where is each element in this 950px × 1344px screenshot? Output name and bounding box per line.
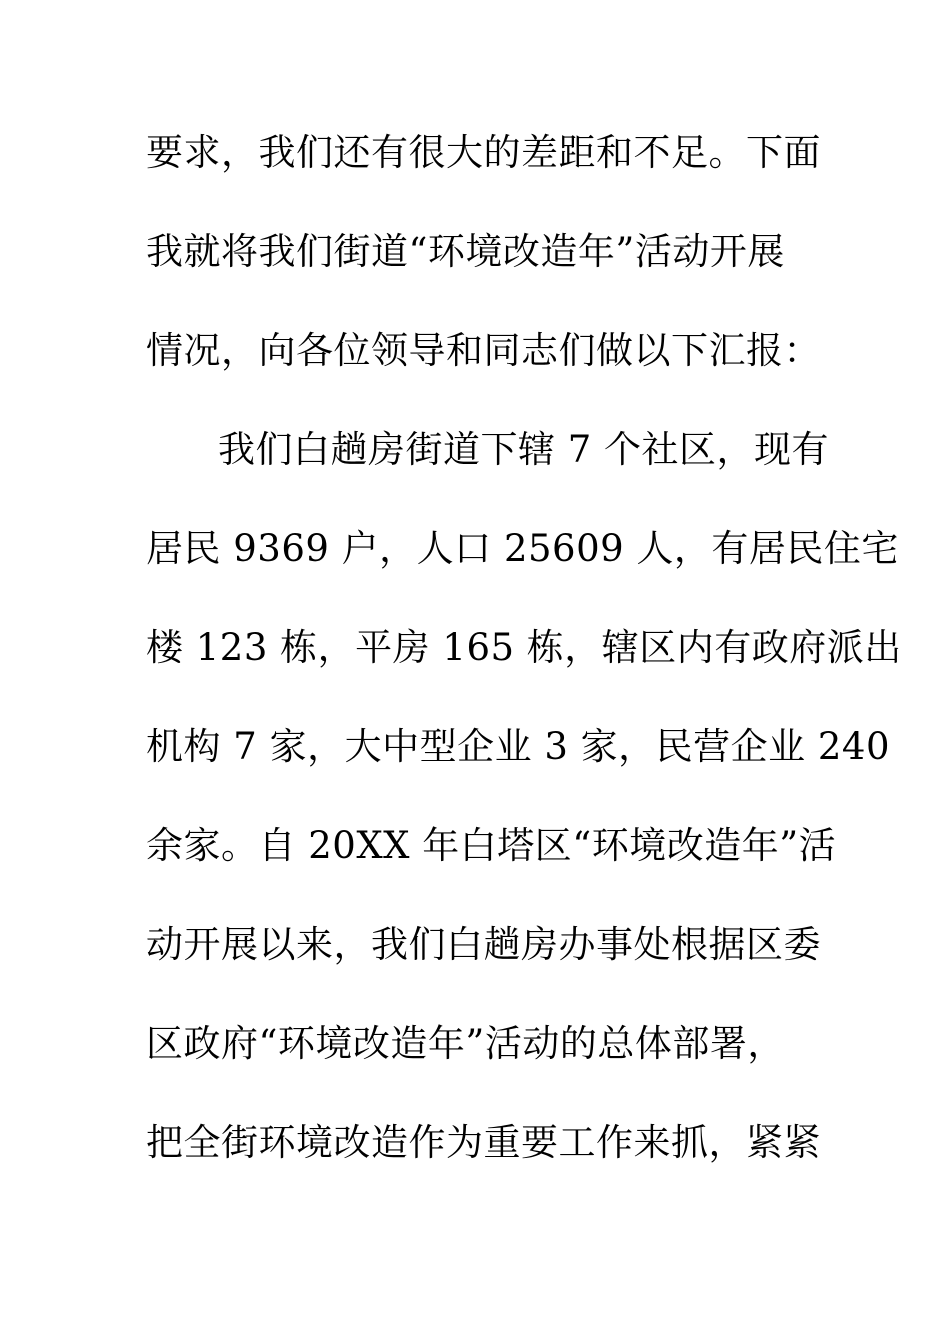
text-line: 要求，我们还有很大的差距和不足。下面 bbox=[146, 131, 821, 174]
text-line: 居民 9369 户，人口 25609 人，有居民住宅 bbox=[146, 527, 899, 570]
text-line: 区政府“环境改造年”活动的总体部署， bbox=[146, 1022, 785, 1065]
text-line: 我就将我们街道“环境改造年”活动开展 bbox=[146, 230, 785, 273]
text-line: 把全街环境改造作为重要工作来抓，紧紧 bbox=[146, 1121, 821, 1164]
text-line: 机构 7 家，大中型企业 3 家，民营企业 240 bbox=[146, 725, 891, 768]
text-line: 情况，向各位领导和同志们做以下汇报： bbox=[146, 329, 821, 372]
paragraph-first-line: 我们白趟房街道下辖 7 个社区，现有 bbox=[218, 428, 830, 471]
text-line: 余家。自 20XX 年白塔区“环境改造年”活 bbox=[146, 824, 837, 867]
text-line: 楼 123 栋，平房 165 栋，辖区内有政府派出 bbox=[146, 626, 902, 669]
body-text bbox=[146, 131, 902, 1220]
text-line: 动开展以来，我们白趟房办事处根据区委 bbox=[146, 923, 821, 966]
